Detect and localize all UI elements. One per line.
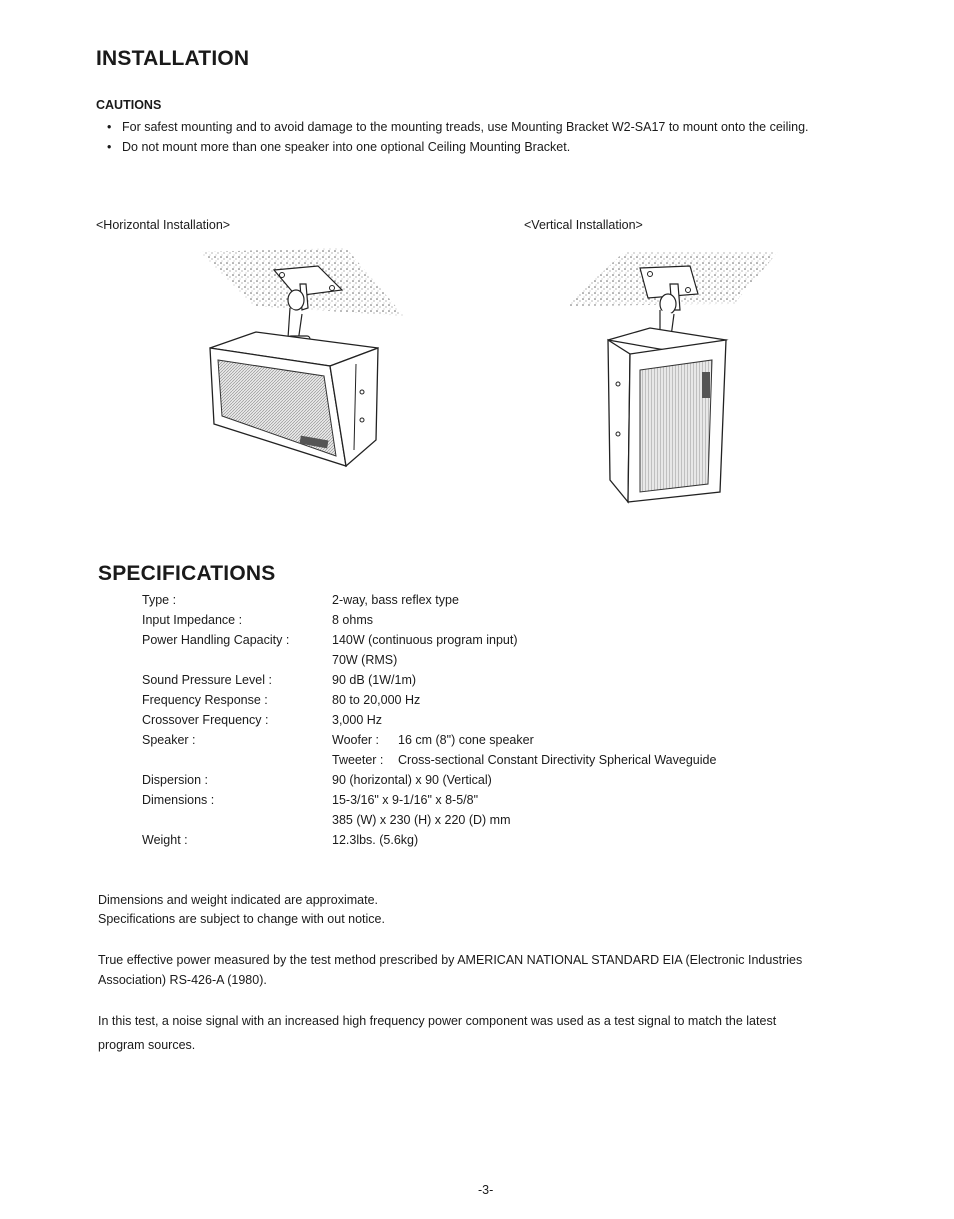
page-number: -3- [478, 1183, 494, 1197]
note-power-line2: Association) RS-426-A (1980). [98, 973, 267, 987]
bullet: • [107, 140, 112, 154]
spec-value: 90 dB (1W/1m) [332, 673, 417, 687]
spec-row-weight [142, 830, 842, 850]
spec-row-dimensions-mm [142, 810, 842, 830]
cautions-heading: CAUTIONS [96, 98, 162, 112]
spec-value: 2-way, bass reflex type [332, 593, 459, 607]
spec-row-power-rms [142, 650, 842, 670]
spec-value: 12.3lbs. (5.6kg) [332, 833, 419, 847]
spec-value: 140W (continuous program input) [332, 633, 518, 647]
spec-value: 15-3/16" x 9-1/16" x 8-5/8" [332, 793, 479, 807]
vertical-installation-caption: <Vertical Installation> [524, 218, 643, 232]
spec-row-speaker-tweeter [142, 750, 842, 770]
note-test-line2: program sources. [98, 1038, 196, 1052]
caution-item [96, 137, 896, 157]
bullet: • [107, 120, 112, 134]
caution-text: Do not mount more than one speaker into one optional Ceiling Mounting Bracket. [122, 140, 571, 154]
tweeter-value: Cross-sectional Constant Directivity Spherical Waveguide [398, 753, 717, 767]
spec-value [332, 750, 716, 770]
note-test-line1: In this test, a noise signal with an increased high frequency power component was used as a test signal to match the latest [98, 1014, 777, 1028]
note-power-line1: True effective power measured by the test method prescribed by AMERICAN NATIONAL STANDARD EIA (Electronic Industries [98, 953, 803, 967]
spec-label: Power Handling Capacity : [142, 633, 290, 647]
spec-label: Frequency Response : [142, 693, 268, 707]
horizontal-installation-caption: <Horizontal Installation> [96, 218, 231, 232]
horizontal-installation-figure [196, 244, 416, 470]
spec-row-dimensions [142, 790, 842, 810]
note-approximate: Dimensions and weight indicated are approximate. [98, 893, 379, 907]
spec-label: Dispersion : [142, 773, 208, 787]
cautions-list [96, 117, 896, 157]
spec-label: Speaker : [142, 733, 196, 747]
specifications-title: SPECIFICATIONS [98, 562, 276, 585]
spec-label: Type : [142, 593, 177, 607]
spec-row-speaker-woofer [142, 730, 842, 750]
spec-value: 70W (RMS) [332, 653, 398, 667]
woofer-value: 16 cm (8") cone speaker [398, 733, 534, 747]
woofer-label: Woofer : [332, 733, 380, 747]
spec-row-type [142, 590, 842, 610]
spec-row-crossover [142, 710, 842, 730]
spec-value [332, 730, 534, 750]
spec-label: Dimensions : [142, 793, 215, 807]
spec-value: 90 (horizontal) x 90 (Vertical) [332, 773, 492, 787]
spec-value: 385 (W) x 230 (H) x 220 (D) mm [332, 813, 511, 827]
specifications-table [142, 590, 842, 860]
spec-value: 3,000 Hz [332, 713, 383, 727]
spec-value: 80 to 20,000 Hz [332, 693, 421, 707]
spec-label: Weight : [142, 833, 188, 847]
spec-row-power [142, 630, 842, 650]
vertical-installation-figure [564, 244, 782, 510]
installation-title: INSTALLATION [96, 47, 250, 70]
spec-label: Input Impedance : [142, 613, 243, 627]
caution-text: For safest mounting and to avoid damage to the mounting treads, use Mounting Bracket W2-SA17 to mount onto the ceiling. [122, 120, 809, 134]
spec-label: Sound Pressure Level : [142, 673, 272, 687]
spec-row-frequency [142, 690, 842, 710]
spec-row-impedance [142, 610, 842, 630]
note-change-notice: Specifications are subject to change with out notice. [98, 912, 385, 926]
spec-row-spl [142, 670, 842, 690]
spec-value: 8 ohms [332, 613, 373, 627]
spec-label: Crossover Frequency : [142, 713, 269, 727]
spec-row-dispersion [142, 770, 842, 790]
tweeter-label: Tweeter : [332, 753, 384, 767]
caution-item [96, 117, 896, 137]
